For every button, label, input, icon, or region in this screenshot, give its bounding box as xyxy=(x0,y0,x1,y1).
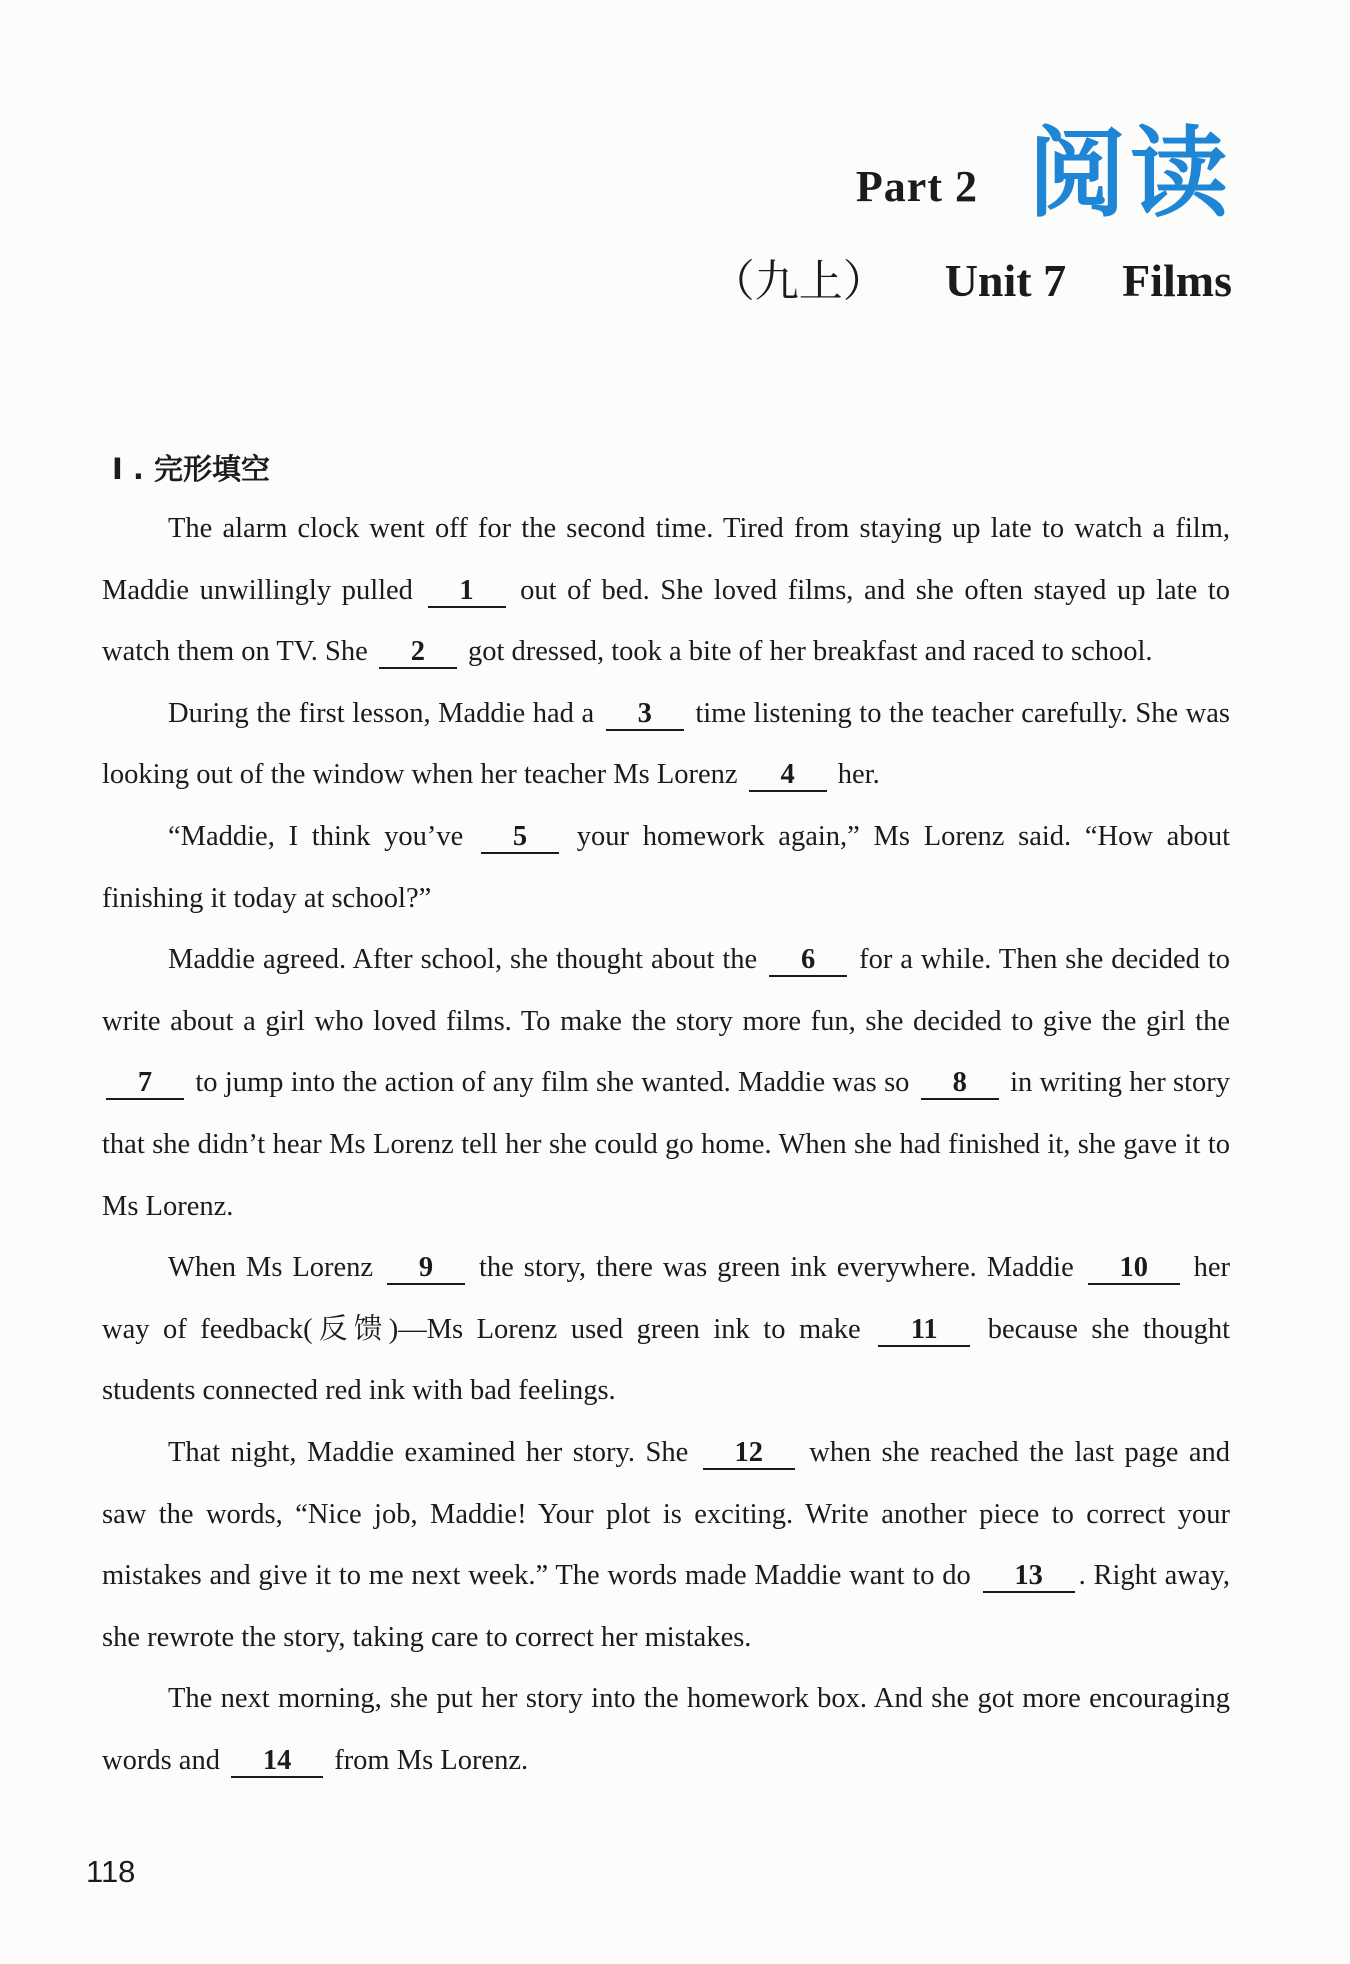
passage-text: her. xyxy=(837,759,880,791)
blank-5: 5 xyxy=(481,822,559,854)
paragraph-7 xyxy=(102,1668,1230,1791)
paragraph-1 xyxy=(102,498,1230,683)
blank-4: 4 xyxy=(749,760,827,792)
part-label: Part 2 xyxy=(855,162,978,211)
passage-text: for a while. Then she decided to write about a girl who loved films. To make the story more fun, she decided to give the girl the xyxy=(102,944,1231,1037)
blank-6: 6 xyxy=(769,945,847,977)
page-header xyxy=(855,117,1232,231)
paragraph-6 xyxy=(102,1422,1230,1668)
cloze-passage xyxy=(102,498,1230,1791)
passage-text: The next morning, she put her story into the homework box. And she got more encouraging words and xyxy=(102,1683,1230,1776)
passage-text: time listening to the teacher carefully. She was looking out of the window when her teacher Ms Lorenz xyxy=(102,697,1231,791)
grade-label: （九上） xyxy=(710,256,887,307)
passage-text: The alarm clock went off for the second time. Tired from staying up late to watch a film, Maddie unwillingly pulled xyxy=(102,513,1230,606)
passage-text: got dressed, took a bite of her breakfast and raced to school. xyxy=(467,636,1153,668)
blank-2: 2 xyxy=(379,637,457,669)
blank-11: 11 xyxy=(878,1315,970,1347)
passage-text: That night, Maddie examined her story. She xyxy=(168,1436,689,1468)
paragraph-3 xyxy=(102,806,1230,929)
blank-10: 10 xyxy=(1088,1253,1180,1285)
blank-1: 1 xyxy=(428,576,506,608)
paragraph-4 xyxy=(102,929,1230,1237)
paragraph-5 xyxy=(102,1237,1230,1422)
blank-14: 14 xyxy=(231,1746,323,1778)
blank-9: 9 xyxy=(387,1253,465,1285)
blank-12: 12 xyxy=(703,1438,795,1470)
passage-text: to jump into the action of any film she wanted. Maddie was so xyxy=(195,1067,910,1099)
unit-header xyxy=(710,255,1232,307)
passage-text: During the first lesson, Maddie had a xyxy=(168,697,595,729)
blank-3: 3 xyxy=(606,699,684,731)
reading-title: 阅读 xyxy=(1027,117,1232,231)
passage-text: . Right away, she rewrote the story, taking care to correct her mistakes. xyxy=(102,1560,1230,1653)
blank-8: 8 xyxy=(921,1068,999,1100)
blank-13: 13 xyxy=(983,1561,1075,1593)
paragraph-2 xyxy=(102,683,1230,806)
blank-7: 7 xyxy=(106,1068,184,1100)
passage-text: when she reached the last page and saw the words, “Nice job, Maddie! Your plot is exciting. Write another piece to correct your mistakes and give it to me next week.” The words made Maddie want to do xyxy=(102,1436,1231,1592)
section-heading: I . 完形填空 xyxy=(112,452,270,486)
passage-text: her way of feedback(反馈)—Ms Lorenz used green ink to make xyxy=(102,1252,1231,1345)
page-number: 118 xyxy=(86,1854,136,1889)
passage-text: from Ms Lorenz. xyxy=(334,1744,529,1776)
passage-text: Maddie agreed. After school, she thought about the xyxy=(168,944,758,976)
passage-text: When Ms Lorenz xyxy=(168,1252,374,1284)
passage-text: in writing her story that she didn’t hear Ms Lorenz tell her she could go home. When she had finished it, she gave it to Ms Lorenz. xyxy=(102,1067,1231,1222)
unit-label: Unit 7 xyxy=(944,255,1067,306)
passage-text: out of bed. She loved films, and she often stayed up late to watch them on TV. She xyxy=(102,574,1230,668)
passage-text: because she thought students connected red ink with bad feelings. xyxy=(102,1313,1231,1407)
passage-text: your homework again,” Ms Lorenz said. “How about finishing it today at school?” xyxy=(102,820,1231,914)
passage-text: “Maddie, I think you’ve xyxy=(168,820,464,852)
passage-text: the story, there was green ink everywhere. Maddie xyxy=(478,1252,1074,1284)
topic-label: Films xyxy=(1122,255,1232,306)
